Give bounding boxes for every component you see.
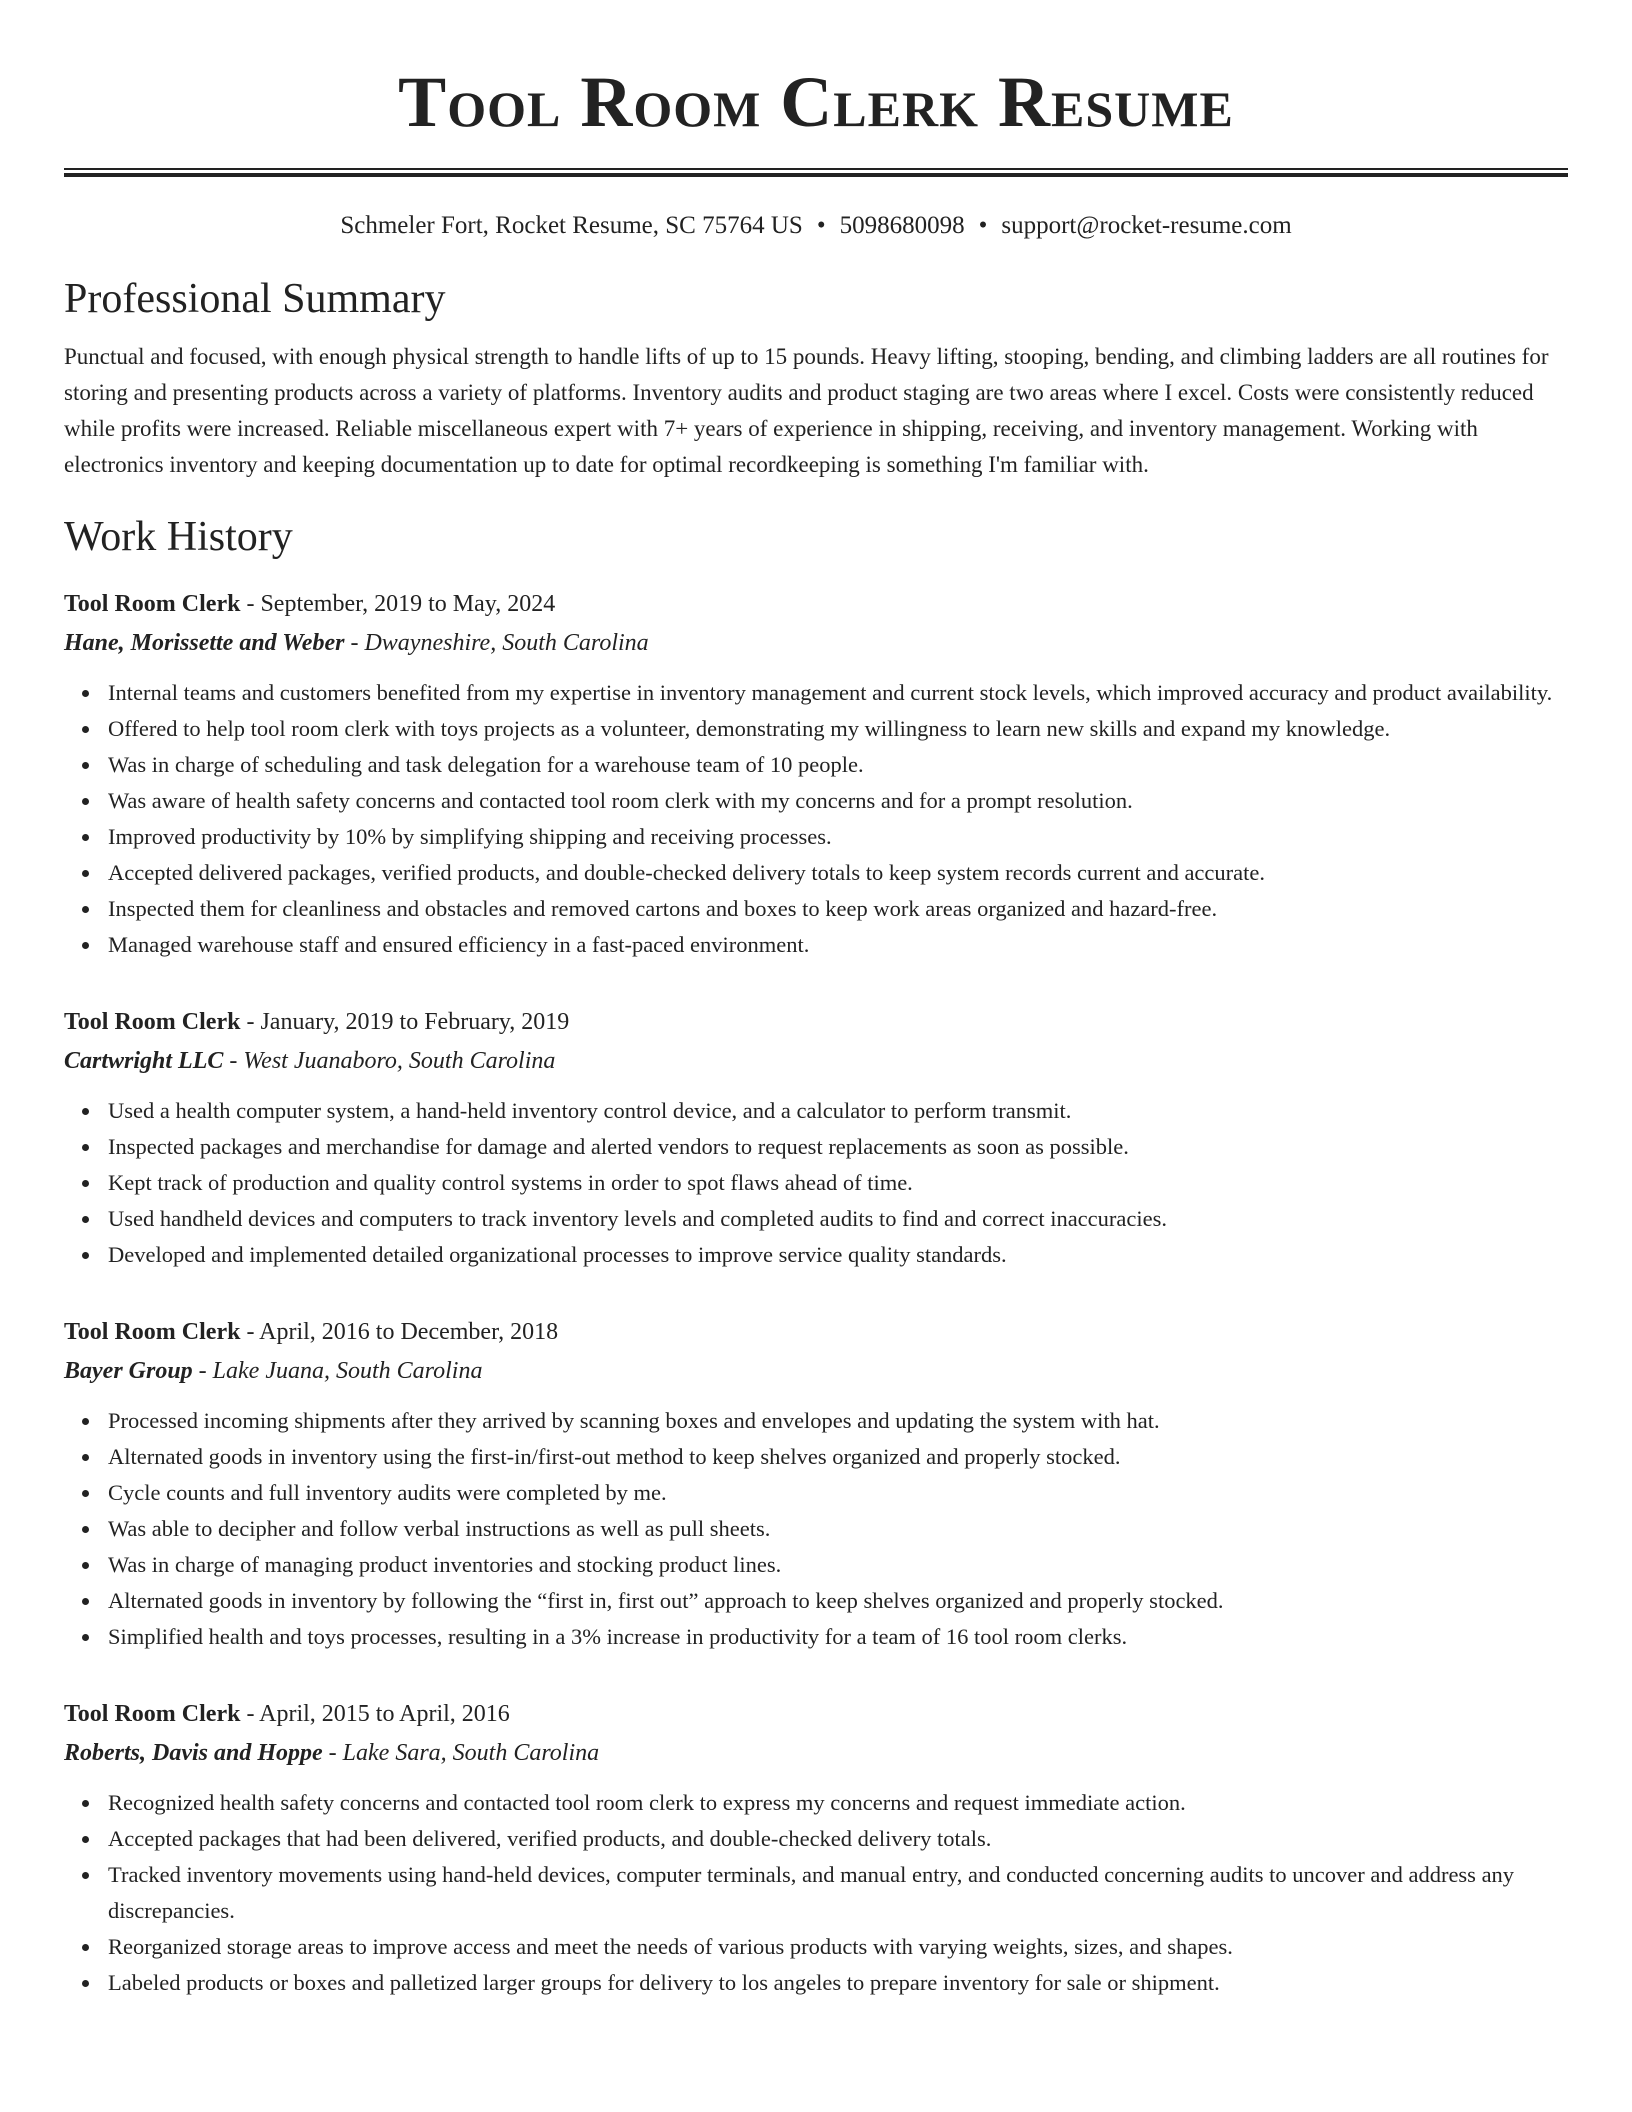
list-item: Inspected packages and merchandise for damage and alerted vendors to request replacements as soon as possible. [108,1129,1568,1165]
job-company-line [64,1351,1568,1391]
list-item: Was able to decipher and follow verbal instructions as well as pull sheets. [108,1511,1568,1547]
summary-heading: Professional Summary [64,276,446,322]
list-item: Kept track of production and quality control systems in order to spot flaws ahead of time. [108,1165,1568,1201]
job-entry [64,1313,1568,1655]
job-role: Tool Room Clerk [64,1319,241,1345]
job-company-line [64,1733,1568,1773]
job-dash: - [344,630,365,656]
job-company-line [64,623,1568,663]
list-item: Improved productivity by 10% by simplifying shipping and receiving processes. [108,819,1568,855]
job-bullet-list [64,1403,1568,1655]
job-bullet-list [64,1785,1568,2001]
job-role: Tool Room Clerk [64,1009,241,1035]
list-item: Cycle counts and full inventory audits were completed by me. [108,1475,1568,1511]
job-location: Lake Juana, South Carolina [212,1358,483,1384]
job-bullet-list [64,675,1568,963]
list-item: Simplified health and toys processes, resulting in a 3% increase in productivity for a team of 16 tool room clerks. [108,1619,1568,1655]
title-divider [64,168,1568,177]
page-title: Tool Room Clerk Resume [398,62,1234,142]
list-item: Recognized health safety concerns and contacted tool room clerk to express my concerns and request immediate action. [108,1785,1568,1821]
list-item: Accepted packages that had been delivered, verified products, and double-checked delivery totals. [108,1821,1568,1857]
job-dates: April, 2015 to April, 2016 [259,1701,510,1727]
list-item: Developed and implemented detailed organizational processes to improve service quality standards. [108,1237,1568,1273]
job-entry [64,1695,1568,2001]
job-dash: - [192,1358,213,1384]
job-company: Roberts, Davis and Hoppe [64,1740,323,1766]
job-dates: January, 2019 to February, 2019 [260,1009,570,1035]
job-title-line [64,1313,1568,1351]
job-company: Hane, Morissette and Weber [64,630,345,656]
job-entry [64,1003,1568,1273]
list-item: Used handheld devices and computers to track inventory levels and completed audits to find and correct inaccuracies. [108,1201,1568,1237]
job-location: West Juanaboro, South Carolina [243,1048,556,1074]
list-item: Labeled products or boxes and palletized larger groups for delivery to los angeles to prepare inventory for sale or shipment. [108,1965,1568,2001]
job-role: Tool Room Clerk [64,591,241,617]
job-dash: - [322,1740,343,1766]
list-item: Used a health computer system, a hand-held inventory control device, and a calculator to perform transmit. [108,1093,1568,1129]
job-dates: April, 2016 to December, 2018 [259,1319,559,1345]
list-item: Accepted delivered packages, verified products, and double-checked delivery totals to keep system records current and accurate. [108,855,1568,891]
job-title-line [64,1695,1568,1733]
work-history-list [64,585,1568,2001]
list-item: Processed incoming shipments after they arrived by scanning boxes and envelopes and updating the system with hat. [108,1403,1568,1439]
list-item: Was aware of health safety concerns and contacted tool room clerk with my concerns and for a prompt resolution. [108,783,1568,819]
summary-text: Punctual and focused, with enough physical strength to handle lifts of up to 15 pounds. Heavy lifting, stooping, bending, and climbing ladders are all routines for storing and presenting products across a variety of platforms. Inventory audits and product staging are two areas where I excel. Costs were consistently reduced while profits were increased. Reliable miscellaneous expert with 7+ years of experience in shipping, receiving, and inventory management. Working with electronics inventory and keeping documentation up to date for optimal recordkeeping is something I'm familiar with. [64,344,1549,477]
list-item: Was in charge of scheduling and task delegation for a warehouse team of 10 people. [108,747,1568,783]
contact-phone[interactable]: 5098680098 [839,212,965,239]
job-dash: - [240,591,261,617]
contact-email[interactable]: support@rocket-resume.com [1001,212,1292,239]
contact-separator: • [816,212,826,239]
job-role: Tool Room Clerk [64,1701,241,1727]
job-company-line [64,1041,1568,1081]
contact-address: Schmeler Fort, Rocket Resume, SC 75764 US [340,212,803,239]
job-dates: September, 2019 to May, 2024 [260,591,556,617]
job-title-line [64,1003,1568,1041]
job-dash: - [240,1009,261,1035]
job-location: Dwayneshire, South Carolina [364,630,649,656]
list-item: Offered to help tool room clerk with toys projects as a volunteer, demonstrating my willingness to learn new skills and expand my knowledge. [108,711,1568,747]
list-item: Alternated goods in inventory using the first-in/first-out method to keep shelves organized and properly stocked. [108,1439,1568,1475]
list-item: Inspected them for cleanliness and obstacles and removed cartons and boxes to keep work areas organized and hazard-free. [108,891,1568,927]
job-company: Cartwright LLC [64,1048,224,1074]
list-item: Was in charge of managing product inventories and stocking product lines. [108,1547,1568,1583]
job-location: Lake Sara, South Carolina [342,1740,600,1766]
job-title-line [64,585,1568,623]
job-entry [64,585,1568,963]
job-company: Bayer Group [64,1358,193,1384]
list-item: Reorganized storage areas to improve access and meet the needs of various products with varying weights, sizes, and shapes. [108,1929,1568,1965]
resume-page [64,0,1568,2001]
contact-separator: • [978,212,988,239]
job-bullet-list [64,1093,1568,1273]
job-dash: - [240,1319,260,1345]
list-item: Internal teams and customers benefited from my expertise in inventory management and current stock levels, which improved accuracy and product availability. [108,675,1568,711]
list-item: Managed warehouse staff and ensured efficiency in a fast-paced environment. [108,927,1568,963]
work-history-heading: Work History [64,514,293,560]
job-dash: - [240,1701,260,1727]
list-item: Tracked inventory movements using hand-held devices, computer terminals, and manual entry, and conducted concerning audits to uncover and address any discrepancies. [108,1857,1568,1929]
list-item: Alternated goods in inventory by following the “first in, first out” approach to keep shelves organized and properly stocked. [108,1583,1568,1619]
job-dash: - [223,1048,244,1074]
contact-line [64,209,1568,243]
